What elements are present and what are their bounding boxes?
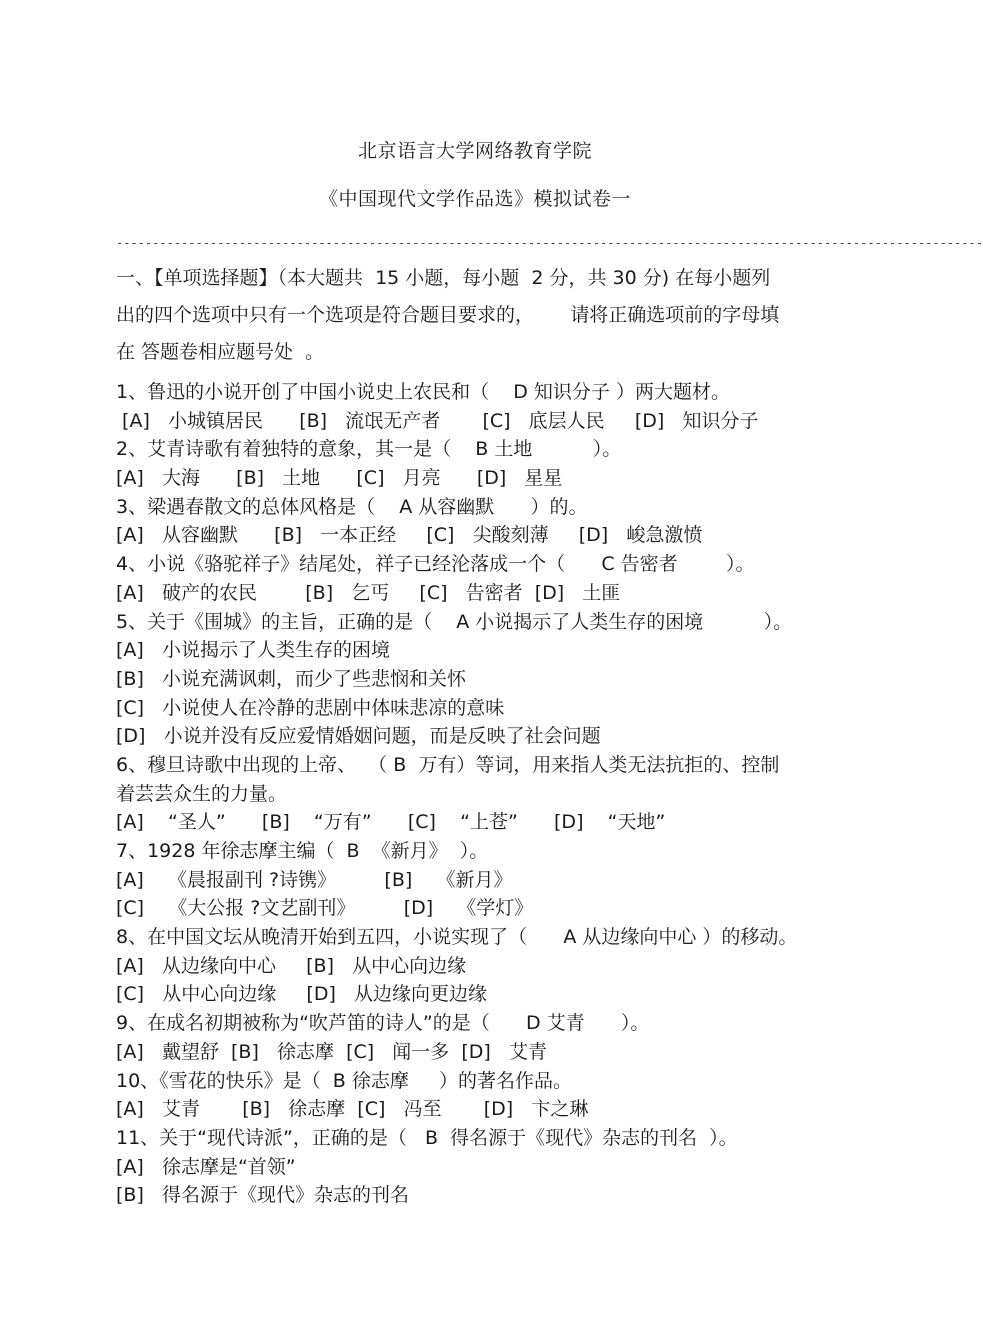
- question-4-options: [A] 破产的农民 [B] 乞丐 [C] 告密者 [D] 土匪: [116, 581, 621, 604]
- question-7: 7、1928 年徐志摩主编（ B 《新月》 ）。: [116, 840, 489, 862]
- question-3-options: [A] 从容幽默 [B] 一本正经 [C] 尖酸刻薄 [D] 峻急激愤: [116, 524, 703, 547]
- instructions-line: 一、【单项选择题】（本大题共 15 小题，每小题 2 分，共 30 分) 在每小题列: [116, 267, 771, 289]
- instructions-line: 在 答题卷相应题号处 。: [116, 341, 325, 363]
- question-8: 8、在中国文坛从晚清开始到五四，小说实现了（ A 从边缘向中心 ）的移动。: [116, 926, 798, 949]
- question-10: 10、《雪花的快乐》是（ B 徐志摩 ）的著名作品。: [116, 1069, 573, 1092]
- question-10-options: [A] 艾青 [B] 徐志摩 [C] 冯至 [D] 卞之琳: [116, 1098, 589, 1121]
- question-5: 5、关于《围城》的主旨，正确的是（ A 小说揭示了人类生存的困境 ）。: [116, 610, 793, 633]
- question-1-options: [A] 小城镇居民 [B] 流氓无产者 [C] 底层人民 [D] 知识分子: [116, 409, 759, 432]
- institution-title: 北京语言大学网络教育学院: [357, 140, 592, 162]
- question-9-options: [A] 戴望舒 [B] 徐志摩 [C] 闻一多 [D] 艾青: [116, 1040, 547, 1063]
- question-9: 9、在成名初期被称为“吹芦笛的诗人”的是（ D 艾青 ）。: [116, 1012, 650, 1035]
- question-5-option-b: [B] 小说充满讽刺，而少了些悲悯和关怀: [116, 667, 466, 690]
- question-7-options-ab: [A] 《晨报副刊 ?诗镌》 [B] 《新月》: [116, 868, 513, 891]
- question-11: 11、关于“现代诗派”，正确的是（ B 得名源于《现代》杂志的刊名 ）。: [116, 1126, 738, 1149]
- question-2-options: [A] 大海 [B] 土地 [C] 月亮 [D] 星星: [116, 467, 563, 490]
- question-4: 4、小说《骆驼祥子》结尾处，祥子已经沦落成一个（ C 告密者 ）。: [116, 553, 755, 576]
- question-5-option-c: [C] 小说使人在冷静的悲剧中体味悲凉的意味: [116, 696, 505, 719]
- question-list: [116, 378, 846, 1210]
- question-7-options-cd: [C] 《大公报 ?文艺副刊》 [D] 《学灯》: [116, 897, 534, 920]
- question-3: 3、梁遇春散文的总体风格是（ A 从容幽默 ）的。: [116, 495, 588, 518]
- exam-title: 《中国现代文学作品选》模拟试卷一: [318, 188, 631, 210]
- question-1: 1、鲁迅的小说开创了中国小说史上农民和（ D 知识分子 ）两大题材。: [116, 381, 730, 403]
- question-6: 6、穆旦诗歌中出现的上帝、 （ B 万有）等词，用来指人类无法抗拒的、控制: [116, 753, 780, 776]
- question-2: 2、艾青诗歌有着独特的意象，其一是（ B 土地 ）。: [116, 438, 622, 461]
- question-5-option-d: [D] 小说并没有反应爱情婚姻问题，而是反映了社会问题: [116, 725, 601, 748]
- divider-line: ------------------------------------------------------------------------------------------------------------------------: [116, 236, 983, 250]
- question-6-continued: 着芸芸众生的力量。: [116, 782, 288, 805]
- question-8-options-ab: [A] 从边缘向中心 [B] 从中心向边缘: [116, 954, 467, 977]
- question-5-option-a: [A] 小说揭示了人类生存的困境: [116, 639, 390, 662]
- question-11-option-a: [A] 徐志摩是“首领”: [116, 1155, 296, 1178]
- section-instructions: [116, 260, 836, 371]
- question-6-options: [A] “圣人” [B] “万有” [C] “上苍” [D] “天地”: [116, 811, 666, 834]
- question-8-options-cd: [C] 从中心向边缘 [D] 从边缘向更边缘: [116, 983, 487, 1006]
- question-11-option-b: [B] 得名源于《现代》杂志的刊名: [116, 1184, 409, 1207]
- instructions-line: 出的四个选项中只有一个选项是符合题目要求的， 请将正确选项前的字母填: [116, 304, 780, 326]
